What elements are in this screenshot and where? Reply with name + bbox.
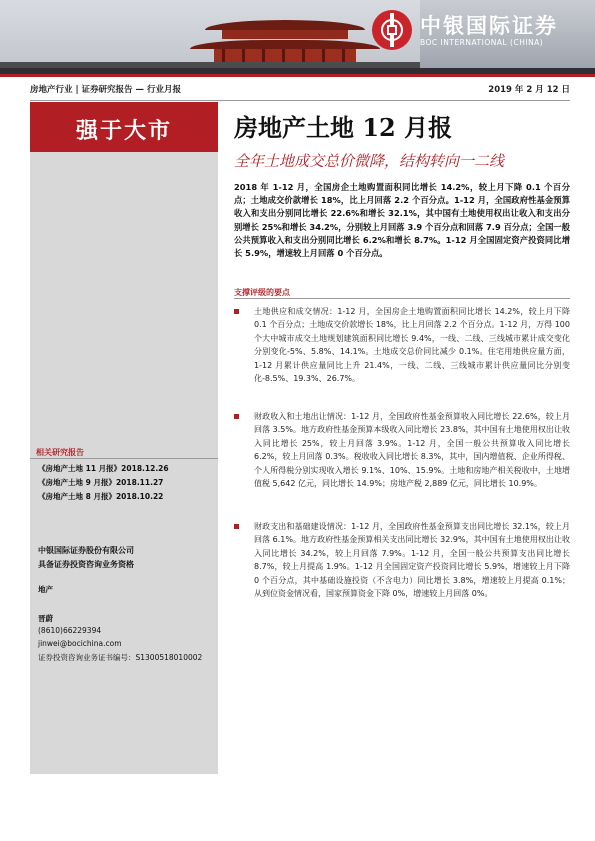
subheader-rule <box>30 100 570 101</box>
key-points-rule <box>234 298 570 299</box>
analyst-phone: (8610)66229394 <box>38 626 102 635</box>
company-qualification: 具备证券投资咨询业务资格 <box>38 560 134 569</box>
bullet-square-icon <box>234 309 239 314</box>
related-report-item[interactable]: 《房地产土地 9 月报》2018.11.27 <box>38 478 164 487</box>
brand-name-cn: 中银国际证券 <box>420 13 558 38</box>
license-number: 证券投资咨询业务证书编号：S1300518010002 <box>38 653 203 662</box>
key-point-item <box>234 520 570 600</box>
bullet-square-icon <box>234 414 239 419</box>
related-report-item[interactable]: 《房地产土地 8 月报》2018.10.22 <box>38 492 164 501</box>
related-report-item[interactable]: 《房地产土地 11 月报》2018.12.26 <box>38 464 169 473</box>
report-subheader <box>30 83 570 97</box>
analyst-name: 晋蔚 <box>38 614 53 623</box>
report-date: 2019 年 2 月 12 日 <box>488 85 570 95</box>
key-point-item <box>234 410 570 490</box>
key-point-text: 财政支出和基础建设情况：1-12 月，全国政府性基金预算支出同比增长 32.1%，较上月回落 6.1%。地方政府性基金预算相关支出同比增长 32.9%，其中国有土地使用权出让收入同比增长 34.2%，较上月回落 7.9%。1-12 月，全国一般公共预算支出同比增长 8.7%，较上月提高 1.9%。1-12 月全国固定资产投资同比增长 5.9%，增速较上月下降 0 个百分点，其中基础设施投资（不含电力）同比增长 3.8%，增速较上月提高 0.1%；从到位资金情况看，国家预算资金下降 0%，增速较上月回落 0%。 <box>254 522 570 599</box>
report-summary: 2018 年 1-12 月，全国房企土地购置面积同比增长 14.2%，较上月下降 0.1 个百分点；土地成交价款增长 18%，比上月回落 2.2 个百分点。1-12 月，全国政府性基金预算收入和支出分别同比增长 22.6%和增长 32.1%，其中国有土地使用权出让收入和支出分别增长 25%和增长 34.2%，分别较上月回落 3.9 个百分点和回落 7.9 百分点；全国一般公共预算收入和支出分别同比增长 6.2%和增长 8.7%。1-12 月全国固定资产投资同比增长 5.9%，增速较上月回落 0 个百分点。 <box>234 182 570 259</box>
breadcrumb: 房地产行业 | 证券研究报告 — 行业月报 <box>30 85 181 95</box>
left-sidebar <box>30 102 218 774</box>
sector-label: 地产 <box>38 585 53 594</box>
key-point-text: 土地供应和成交情况：1-12 月，全国房企土地购置面积同比增长 14.2%，较上月下降 0.1 个百分点；土地成交价款增长 18%，比上月回落 2.2 个百分点。1-12 月，万得 100 个大中城市成交土地规划建筑面积同比增长 9.4%，一线、二线、三线城市累计成交变化分别变化-5%、5.8%、14.1%。土地成交总价同比减少 0.1%。住宅用地供应量方面，1-12 月累计供应量同比上升 21.4%，一线、二线、三线城市累计供应量同比分别变化-8.5%、19.3%、26.7%。 <box>254 307 570 384</box>
related-reports-title: 相关研究报告 <box>36 448 84 457</box>
related-reports-rule <box>30 458 218 459</box>
rating-badge <box>30 102 218 152</box>
rating-label: 强于大市 <box>75 118 172 144</box>
key-point-item <box>234 305 570 385</box>
key-points-title: 支撑评级的要点 <box>234 288 290 297</box>
bullet-square-icon <box>234 524 239 529</box>
brand-name-en: BOC INTERNATIONAL (CHINA) <box>420 38 544 47</box>
palace-roof-mid <box>222 30 348 39</box>
header-red-rule <box>0 74 595 77</box>
header-banner <box>0 0 595 74</box>
report-subtitle: 全年土地成交总价微降，结构转向一二线 <box>234 152 505 170</box>
company-name: 中银国际证券股份有限公司 <box>38 546 134 555</box>
boc-logo-icon <box>372 10 412 50</box>
key-point-text: 财政收入和土地出让情况：1-12 月，全国政府性基金预算收入同比增长 22.6%，较上月回落 3.5%。地方政府性基金预算本级收入同比增长 23.8%，其中国有土地使用权出让收入同比增长 25%，较上月回落 3.9%。1-12 月，全国一般公共预算收入同比增长 6.2%，较上月回落 0.3%。税收收入同比增长 8.3%，其中，国内增值税、企业所得税、个人所得税分别实现收入增长 9.1%、10%、15.9%。土地和房地产相关税收中，土地增值税 5,642 亿元，同比增长 14.9%；房地产税 2,889 亿元，同比增长 10.9%。 <box>254 412 570 489</box>
analyst-email[interactable]: jinwei@bocichina.com <box>38 639 122 648</box>
palace-roof-lower <box>190 40 380 49</box>
report-title: 房地产土地 12 月报 <box>234 113 453 142</box>
